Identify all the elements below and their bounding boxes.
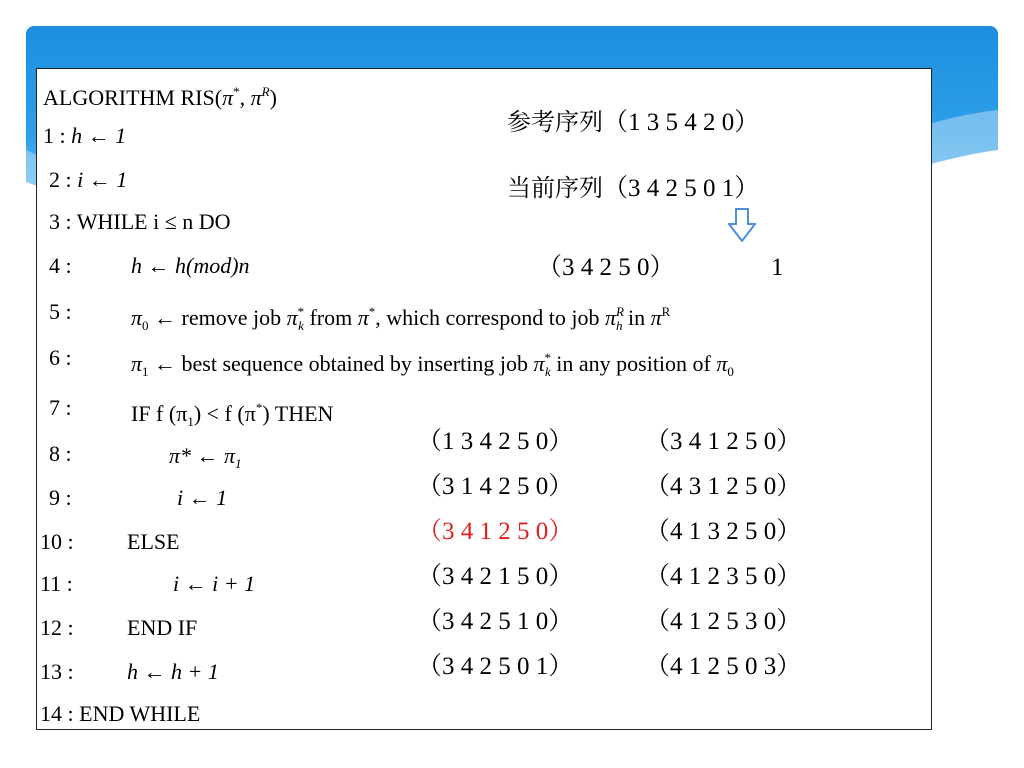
- algo-line-13: h ← h + 1: [127, 659, 219, 684]
- reference-sequence: 参考序列（1 3 5 4 2 0）: [507, 108, 760, 136]
- algo-line-7: IF f $(\pi_1) < f$ (π*) THEN: [131, 400, 334, 429]
- algo-line-9-no: 9 :: [49, 485, 72, 510]
- removed-sequence: （3 4 2 5 0）: [537, 254, 675, 281]
- left-result-item: （3 4 1 2 5 0）: [417, 518, 574, 545]
- down-arrow-icon: [728, 208, 756, 242]
- right-result-item: （3 4 1 2 5 0）: [645, 428, 802, 455]
- algo-line-1: 1 : h ← 1: [43, 123, 127, 148]
- algo-line-6: $\pi_1$ ← best sequence obtained by inserting job $\pi^*_k$ in any position of $\pi_0$: [131, 350, 734, 379]
- algo-line-9: i ← 1: [177, 485, 228, 510]
- algo-line-5-no: 5 :: [49, 299, 72, 324]
- algo-line-4: h ← h(mod)n: [131, 253, 250, 278]
- algo-line-2: 2 : i ← 1: [49, 167, 128, 192]
- current-sequence: 当前序列（3 4 2 5 0 1）: [507, 174, 760, 202]
- left-result-item: （3 4 2 5 0 1）: [417, 653, 574, 680]
- right-result-item: （4 1 2 3 5 0）: [645, 563, 802, 590]
- left-result-item: （1 3 4 2 5 0）: [417, 428, 574, 455]
- algo-line-13-no: 13 :: [40, 659, 74, 684]
- algo-line-12: END IF: [127, 615, 198, 640]
- algo-line-12-no: 12 :: [40, 615, 74, 640]
- right-result-item: （4 1 3 2 5 0）: [645, 518, 802, 545]
- right-result-item: （4 1 2 5 0 3）: [645, 653, 802, 680]
- right-result-item: （4 1 2 5 3 0）: [645, 608, 802, 635]
- left-result-item: （3 4 2 5 1 0）: [417, 608, 574, 635]
- algo-line-11-no: 11 :: [40, 571, 73, 596]
- algo-line-8: π* ← $\pi_1$: [169, 443, 242, 471]
- algo-line-8-no: 8 :: [49, 441, 72, 466]
- removed-job: 1: [771, 254, 784, 281]
- algo-line-5: $\pi_0$ ← remove job $\pi^*_k$ from π*, which correspond to job $\pi^R_h$ in $\pi^R$: [131, 304, 671, 333]
- algo-line-11: i ← i + 1: [173, 571, 256, 596]
- algo-line-10-no: 10 :: [40, 529, 74, 554]
- algo-line-7-no: 7 :: [49, 395, 72, 420]
- left-result-item: （3 4 2 1 5 0）: [417, 563, 574, 590]
- algorithm-box: [36, 68, 932, 730]
- algo-line-14: 14 : END WHILE: [40, 701, 201, 726]
- algo-line-10: ELSE: [127, 529, 180, 554]
- algo-line-6-no: 6 :: [49, 345, 72, 370]
- algo-line-3: 3 : WHILE i ≤ n DO: [49, 209, 231, 234]
- left-result-item: （3 1 4 2 5 0）: [417, 473, 574, 500]
- algorithm-header: ALGORITHM RIS(π*, $\pi^R$): [43, 84, 277, 110]
- algo-line-4-no: 4 :: [49, 253, 72, 278]
- right-result-item: （4 3 1 2 5 0）: [645, 473, 802, 500]
